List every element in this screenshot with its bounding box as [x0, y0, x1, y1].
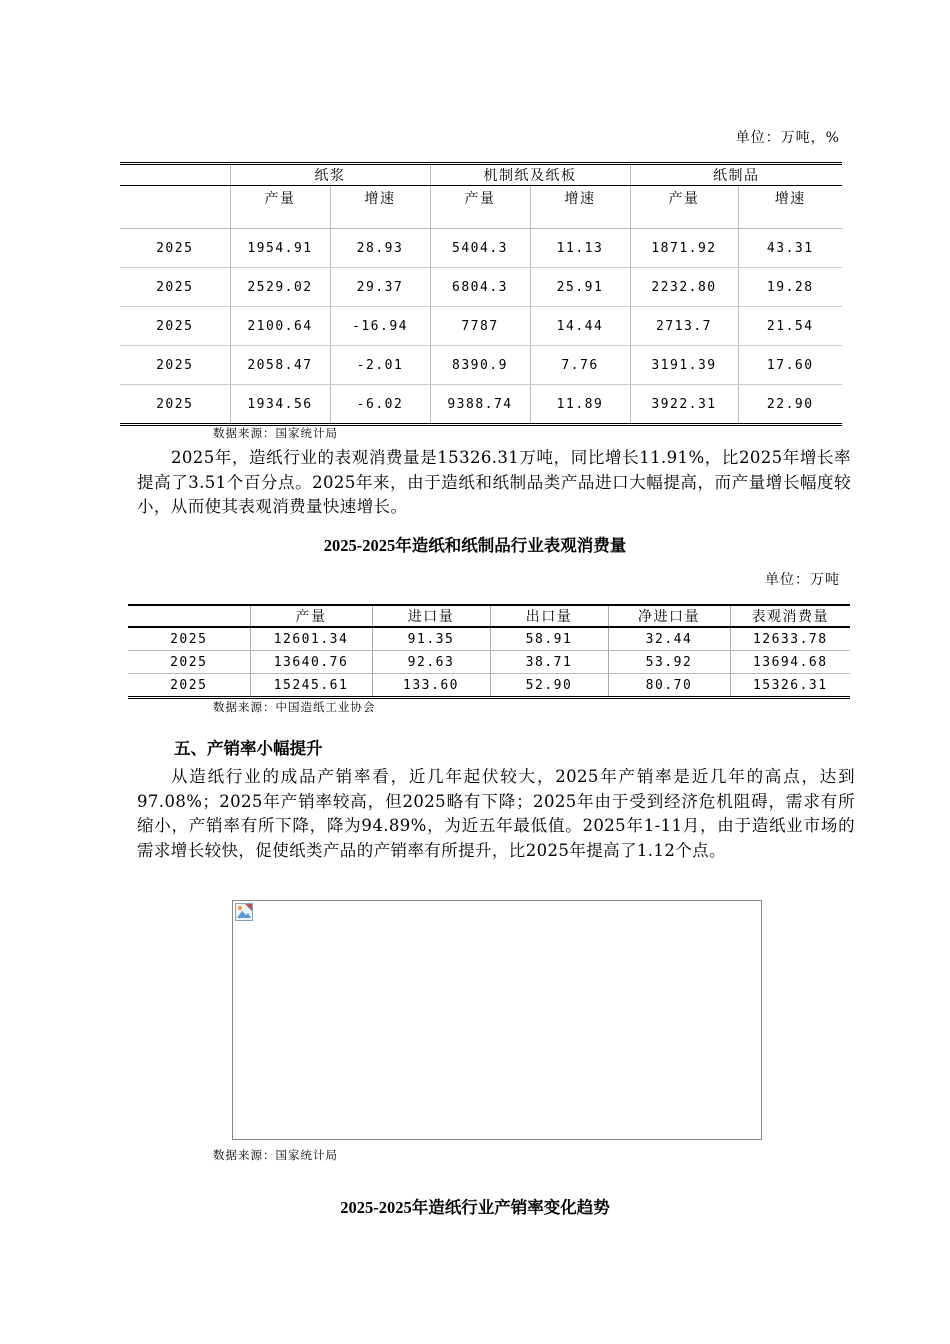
table-cell: 3191.39	[630, 346, 738, 385]
table-cell: 92.63	[372, 651, 490, 674]
table1-corner-sub	[120, 186, 230, 229]
table-cell: 12601.34	[250, 627, 372, 651]
table-cell: 2100.64	[230, 307, 330, 346]
table-cell: 32.44	[608, 627, 730, 651]
table-cell: 15245.61	[250, 674, 372, 698]
table-cell: 2058.47	[230, 346, 330, 385]
table-row	[120, 229, 842, 268]
table1-corner	[120, 164, 230, 186]
table-cell: 1934.56	[230, 385, 330, 425]
header-net-imports: 净进口量	[608, 605, 730, 627]
chart-caption: 2025-2025年造纸行业产销率变化趋势	[340, 1198, 610, 1217]
table2-caption: 2025-2025年造纸和纸制品行业表观消费量	[323, 536, 627, 555]
year-cell: 2025	[170, 677, 208, 693]
table-cell: 38.71	[490, 651, 608, 674]
header-apparent-consumption: 表观消费量	[730, 605, 850, 627]
table-cell: 58.91	[490, 627, 608, 651]
table-cell: 19.28	[738, 268, 842, 307]
subheader-output: 产量	[230, 186, 330, 229]
year-cell: 2025	[120, 346, 230, 385]
table-row	[128, 674, 850, 698]
year-cell: 2025	[156, 396, 194, 412]
table-cell: 91.35	[372, 627, 490, 651]
section-heading: 五、产销率小幅提升	[174, 739, 323, 758]
table-cell: 12633.78	[730, 627, 850, 651]
table-cell: 80.70	[608, 674, 730, 698]
table1-unit: 单位：万吨，%	[735, 130, 840, 146]
year-cell: 2025	[128, 651, 250, 674]
consumption-table	[128, 604, 850, 699]
group-header-paper-board: 机制纸及纸板	[430, 164, 630, 186]
sales-rate-paragraph: 从造纸行业的成品产销率看，近几年起伏较大，2025年产销率是近几年的高点，达到97.08%；2025年产销率较高，但2025略有下降；2025年由于受到经济危机阻碍，需求有所缩小，产销率有所下降，降为94.89%，为近五年最低值。2025年1-11月，由于造纸业市场的需求增长较快，促使纸类产品的产销率有所提升，比2025年提高了1.12个点。	[137, 767, 855, 860]
table-cell: 13640.76	[250, 651, 372, 674]
table-cell: 17.60	[738, 346, 842, 385]
table-cell: 7787	[430, 307, 530, 346]
consumption-paragraph: 2025年，造纸行业的表观消费量是15326.31万吨，同比增长11.91%，比2025年增长率提高了3.51个百分点。2025年来，由于造纸和纸制品类产品进口大幅提高，而产量增长幅度较小，从而使其表观消费量快速增长。	[137, 448, 851, 516]
table-cell: -2.01	[330, 346, 430, 385]
table-cell: 25.91	[530, 268, 630, 307]
table-row	[128, 627, 850, 651]
table-row	[120, 385, 842, 425]
table-cell: 1871.92	[630, 229, 738, 268]
table-row	[120, 307, 842, 346]
table-cell: 2713.7	[630, 307, 738, 346]
table-cell: -6.02	[330, 385, 430, 425]
table2-corner	[128, 605, 250, 627]
year-cell: 2025	[120, 229, 230, 268]
table-row	[120, 268, 842, 307]
table-cell: 53.92	[608, 651, 730, 674]
group-header-pulp: 纸浆	[230, 164, 430, 186]
group-header-paper-products: 纸制品	[630, 164, 842, 186]
subheader-growth: 增速	[330, 186, 430, 229]
table-cell: 2232.80	[630, 268, 738, 307]
subheader-output: 产量	[630, 186, 738, 229]
table-cell: 11.13	[530, 229, 630, 268]
table2-unit: 单位：万吨	[765, 572, 840, 588]
table-cell: 43.31	[738, 229, 842, 268]
table-cell: 21.54	[738, 307, 842, 346]
production-table	[120, 162, 842, 426]
table-row	[128, 651, 850, 674]
table-cell: 7.76	[530, 346, 630, 385]
table-row	[120, 346, 842, 385]
table-cell: 8390.9	[430, 346, 530, 385]
header-imports: 进口量	[372, 605, 490, 627]
table-cell: 2529.02	[230, 268, 330, 307]
table-cell: 15326.31	[730, 674, 850, 698]
subheader-output: 产量	[430, 186, 530, 229]
table-cell: 22.90	[738, 385, 842, 425]
table2-source: 数据来源：中国造纸工业协会	[213, 700, 376, 714]
table1-source: 数据来源：国家统计局	[213, 426, 338, 440]
table-cell: 133.60	[372, 674, 490, 698]
table-cell: 11.89	[530, 385, 630, 425]
broken-image-icon	[235, 903, 253, 921]
table-cell: 5404.3	[430, 229, 530, 268]
image-source: 数据来源：国家统计局	[213, 1148, 338, 1162]
table-cell: 29.37	[330, 268, 430, 307]
year-cell: 2025	[120, 307, 230, 346]
table-cell: 1954.91	[230, 229, 330, 268]
header-output: 产量	[250, 605, 372, 627]
table-cell: 9388.74	[430, 385, 530, 425]
table-cell: 52.90	[490, 674, 608, 698]
table-cell: 3922.31	[630, 385, 738, 425]
chart-image-placeholder	[232, 900, 762, 1140]
year-cell: 2025	[120, 268, 230, 307]
subheader-growth: 增速	[738, 186, 842, 229]
subheader-growth: 增速	[530, 186, 630, 229]
table-cell: 6804.3	[430, 268, 530, 307]
table-cell: 14.44	[530, 307, 630, 346]
table-cell: -16.94	[330, 307, 430, 346]
year-cell: 2025	[128, 627, 250, 651]
table-cell: 28.93	[330, 229, 430, 268]
table-cell: 13694.68	[730, 651, 850, 674]
header-exports: 出口量	[490, 605, 608, 627]
